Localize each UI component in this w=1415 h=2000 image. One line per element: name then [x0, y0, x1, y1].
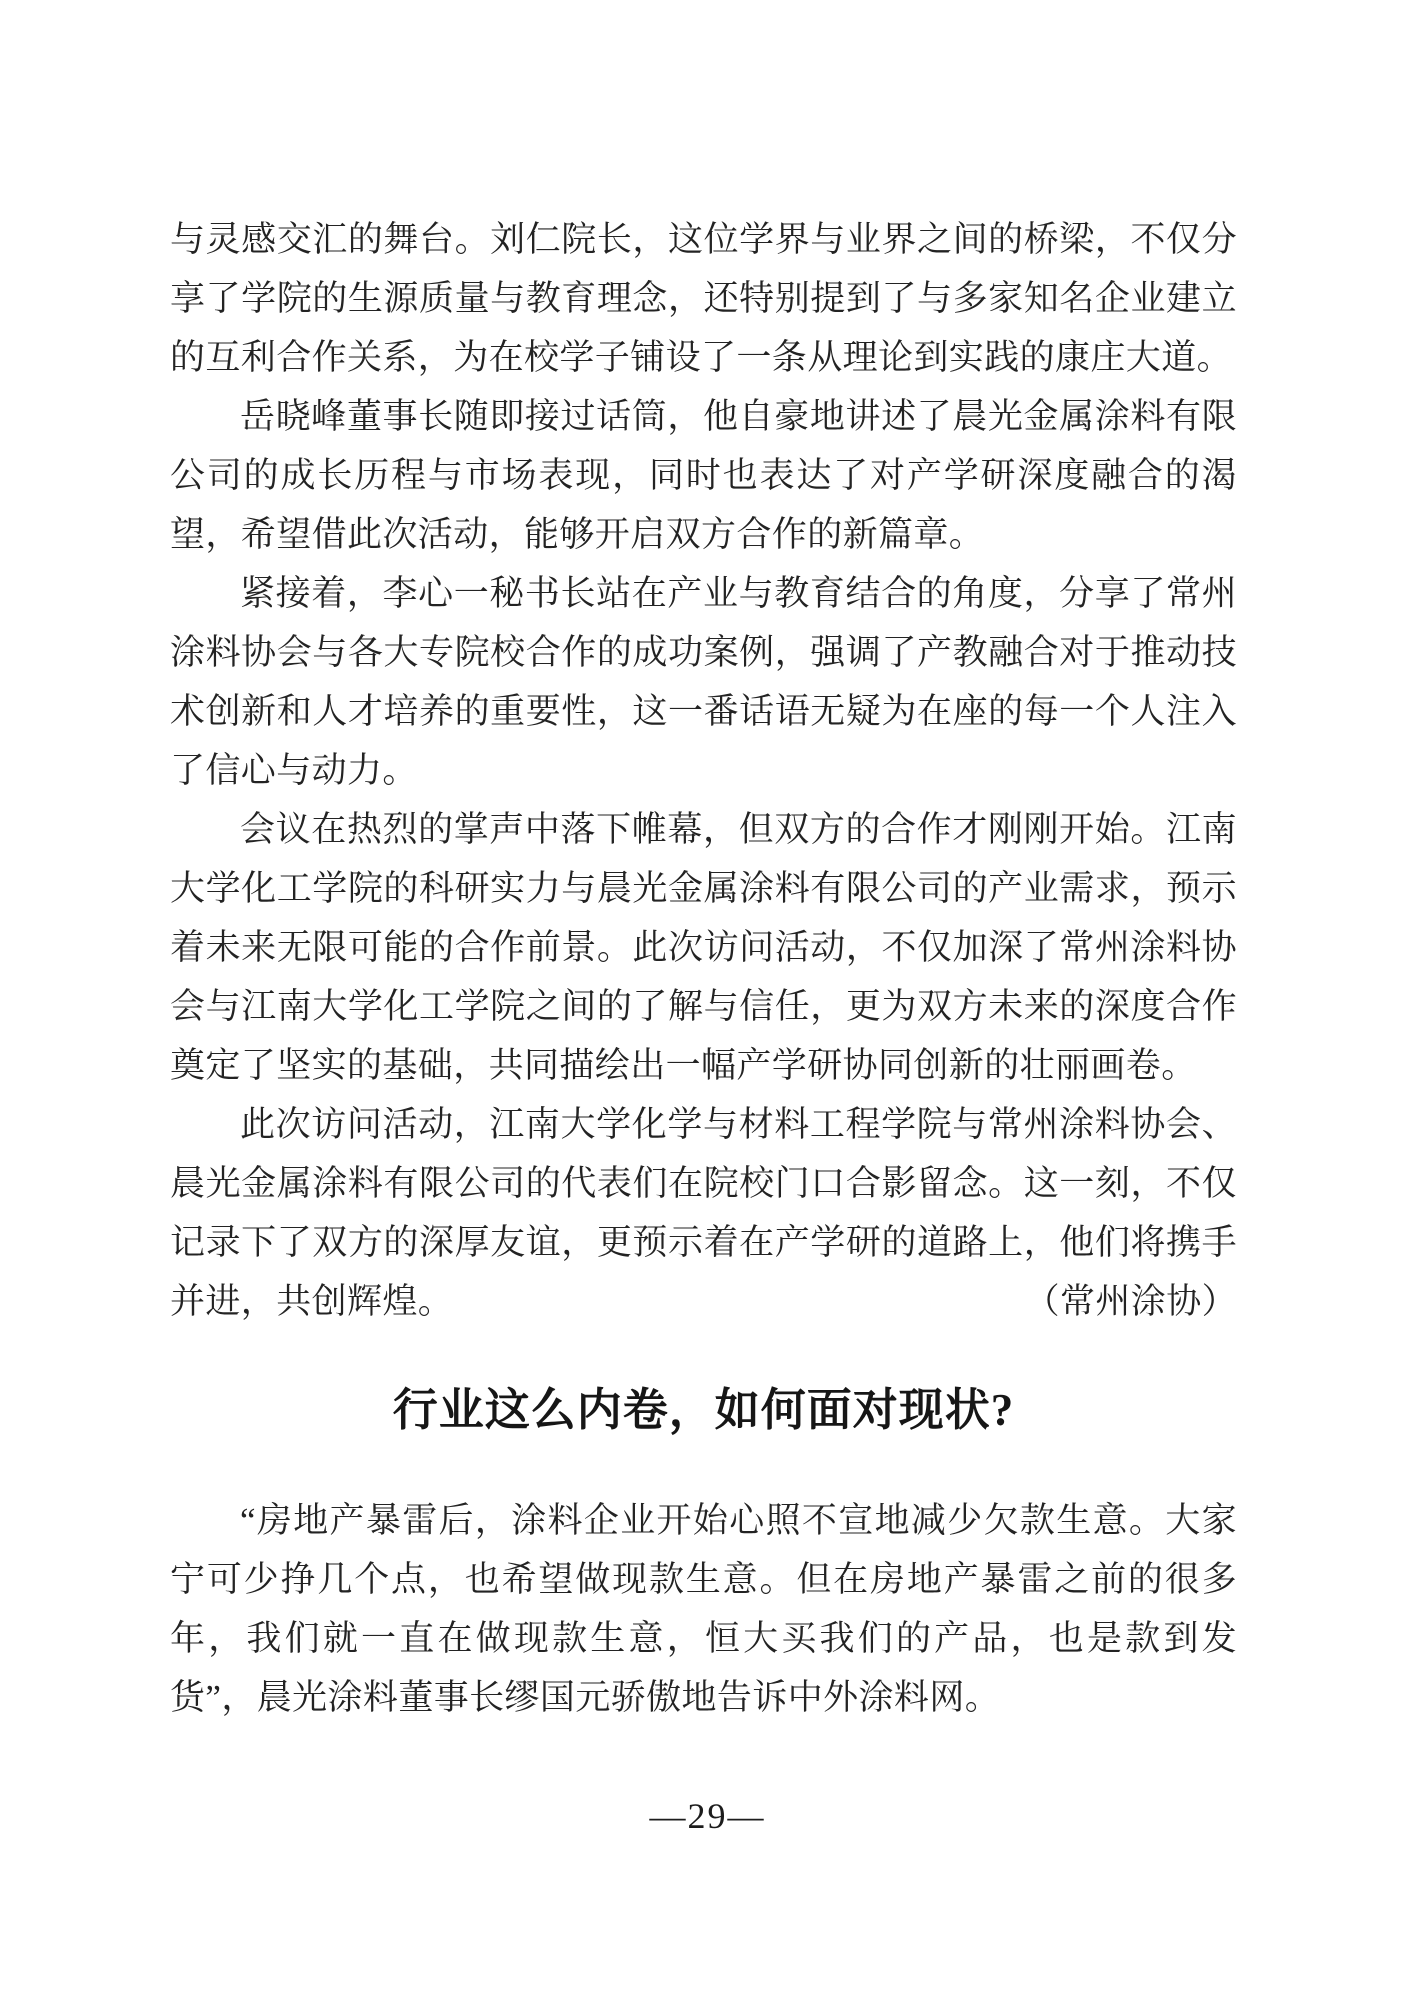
page-content [170, 210, 1237, 1727]
body-paragraph-4: 会议在热烈的掌声中落下帷幕，但双方的合作才刚刚开始。江南大学化工学院的科研实力与晨光金属涂料有限公司的产业需求，预示着未来无限可能的合作前景。此次访问活动，不仅加深了常州涂料协会与江南大学化工学院之间的了解与信任，更为双方未来的深度合作奠定了坚实的基础，共同描绘出一幅产学研协同创新的壮丽画卷。 [170, 810, 1237, 1085]
body-paragraph-5 [170, 1095, 1237, 1331]
body-paragraph-1: 与灵感交汇的舞台。刘仁院长，这位学界与业界之间的桥梁，不仅分享了学院的生源质量与教育理念，还特别提到了与多家知名企业建立的互利合作关系，为在校学子铺设了一条从理论到实践的康庄大道。 [170, 220, 1237, 377]
attribution-source: （常州涂协） [1024, 1282, 1237, 1321]
body-paragraph-3: 紧接着，李心一秘书长站在产业与教育结合的角度，分享了常州涂料协会与各大专院校合作的成功案例，强调了产教融合对于推动技术创新和人才培养的重要性，这一番话语无疑为在座的每一个人注入了信心与动力。 [170, 574, 1237, 790]
quote-paragraph: “房地产暴雷后，涂料企业开始心照不宣地减少欠款生意。大家宁可少挣几个点，也希望做现款生意。但在房地产暴雷之前的很多年，我们就一直在做现款生意，恒大买我们的产品，也是款到发货”，晨光涂料董事长缪国元骄傲地告诉中外涂料网。 [170, 1501, 1237, 1717]
section-heading: 行业这么内卷，如何面对现状? [392, 1385, 1015, 1435]
body-paragraph-5-text: 此次访问活动，江南大学化学与材料工程学院与常州涂料协会、晨光金属涂料有限公司的代表们在院校门口合影留念。这一刻，不仅记录下了双方的深厚友谊，更预示着在产学研的道路上，他们将携手并进，共创辉煌。 [170, 1105, 1237, 1321]
page-number: —29— [649, 1796, 766, 1836]
body-paragraph-2: 岳晓峰董事长随即接过话筒，他自豪地讲述了晨光金属涂料有限公司的成长历程与市场表现，同时也表达了对产学研深度融合的渴望，希望借此次活动，能够开启双方合作的新篇章。 [170, 397, 1237, 554]
